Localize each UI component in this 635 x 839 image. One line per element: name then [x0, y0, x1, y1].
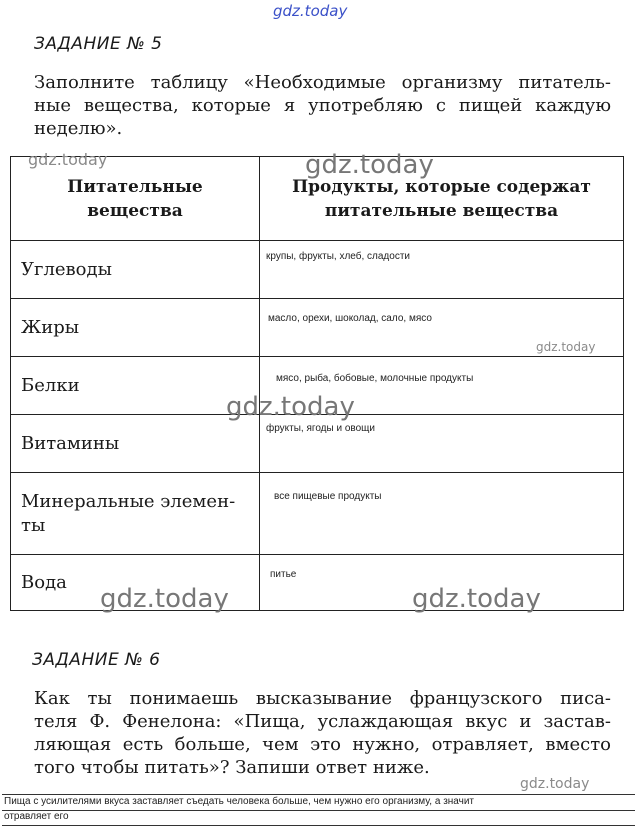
task6-line-3: ляющая есть больше, чем это нужно, отравляет, вместо: [34, 734, 611, 755]
products-answer: мясо, рыба, бобовые, молочные продукты: [276, 373, 474, 384]
table-row: [11, 241, 624, 299]
nutrient-cell: [11, 241, 260, 299]
watermark-table-bottom-left: gdz.today: [100, 584, 229, 614]
nutrient-label: Жиры: [21, 316, 80, 338]
task6-answer-line-2: отравляет его: [4, 811, 69, 822]
answer-line-1: [2, 794, 635, 795]
watermark-table-header: gdz.today: [305, 150, 434, 180]
task6-line-2: теля Ф. Фенелона: «Пища, услаждающая вкус и застав-: [34, 711, 611, 732]
task6-line-4: того чтобы питать»? Запиши ответ ниже.: [34, 757, 430, 778]
table-row: [11, 415, 624, 473]
nutrient-label-line-2: ты: [21, 514, 46, 536]
nutrient-label: Углеводы: [21, 258, 112, 280]
header-right-line-2: питательные вещества: [324, 200, 559, 221]
watermark-table-left: gdz.today: [28, 150, 108, 169]
products-answer: все пищевые продукты: [274, 491, 382, 502]
task6-text: [34, 687, 611, 779]
nutrient-label: Вода: [21, 571, 67, 593]
nutrient-cell: [11, 299, 260, 357]
products-answer: крупы, фрукты, хлеб, сладости: [266, 251, 410, 262]
nutrient-label: Витамины: [21, 432, 120, 454]
nutrient-cell: [11, 415, 260, 473]
header-left-line-1: Питательные: [67, 176, 203, 197]
nutrient-label-line-1: Минеральные элемен-: [21, 490, 236, 512]
watermark-table-right: gdz.today: [536, 340, 596, 354]
header-nutrients: [11, 157, 260, 241]
task5-line-2: ные вещества, которые я употребляю с пищей каждую: [34, 95, 611, 116]
products-cell: [260, 473, 624, 555]
products-answer: масло, орехи, шоколад, сало, мясо: [268, 313, 432, 324]
header-left-line-2: вещества: [87, 200, 183, 221]
watermark-table-mid: gdz.today: [226, 392, 355, 422]
products-answer: питье: [270, 569, 297, 580]
table-row: [11, 299, 624, 357]
nutrient-cell: [11, 357, 260, 415]
header-right-line-1: Продукты, которые содержат: [292, 176, 591, 197]
task6-answer-line-1: Пища с усилителями вкуса заставляет съедать человека больше, чем нужно его организму, а значит: [4, 796, 475, 807]
watermark-table-bottom-right: gdz.today: [412, 584, 541, 614]
task6-title: ЗАДАНИЕ № 6: [32, 650, 161, 670]
task5-line-3: неделю».: [34, 118, 123, 139]
products-cell: [260, 241, 624, 299]
nutrient-label: Белки: [21, 374, 80, 396]
products-cell: [260, 415, 624, 473]
task5-line-1: Заполните таблицу «Необходимые организму питатель-: [34, 72, 611, 93]
answer-line-2: [2, 810, 635, 811]
task6-line-1: Как ты понимаешь высказывание французского писа-: [34, 688, 611, 709]
nutrients-table: [10, 156, 624, 611]
products-answer: фрукты, ягоды и овощи: [266, 423, 375, 434]
task5-text: [34, 71, 611, 140]
task5-title: ЗАДАНИЕ № 5: [34, 34, 163, 54]
watermark-bottom-right: gdz.today: [520, 776, 590, 792]
nutrient-cell: [11, 473, 260, 555]
answer-line-3: [2, 825, 635, 826]
table-row: [11, 473, 624, 555]
watermark-top: gdz.today: [273, 2, 348, 20]
